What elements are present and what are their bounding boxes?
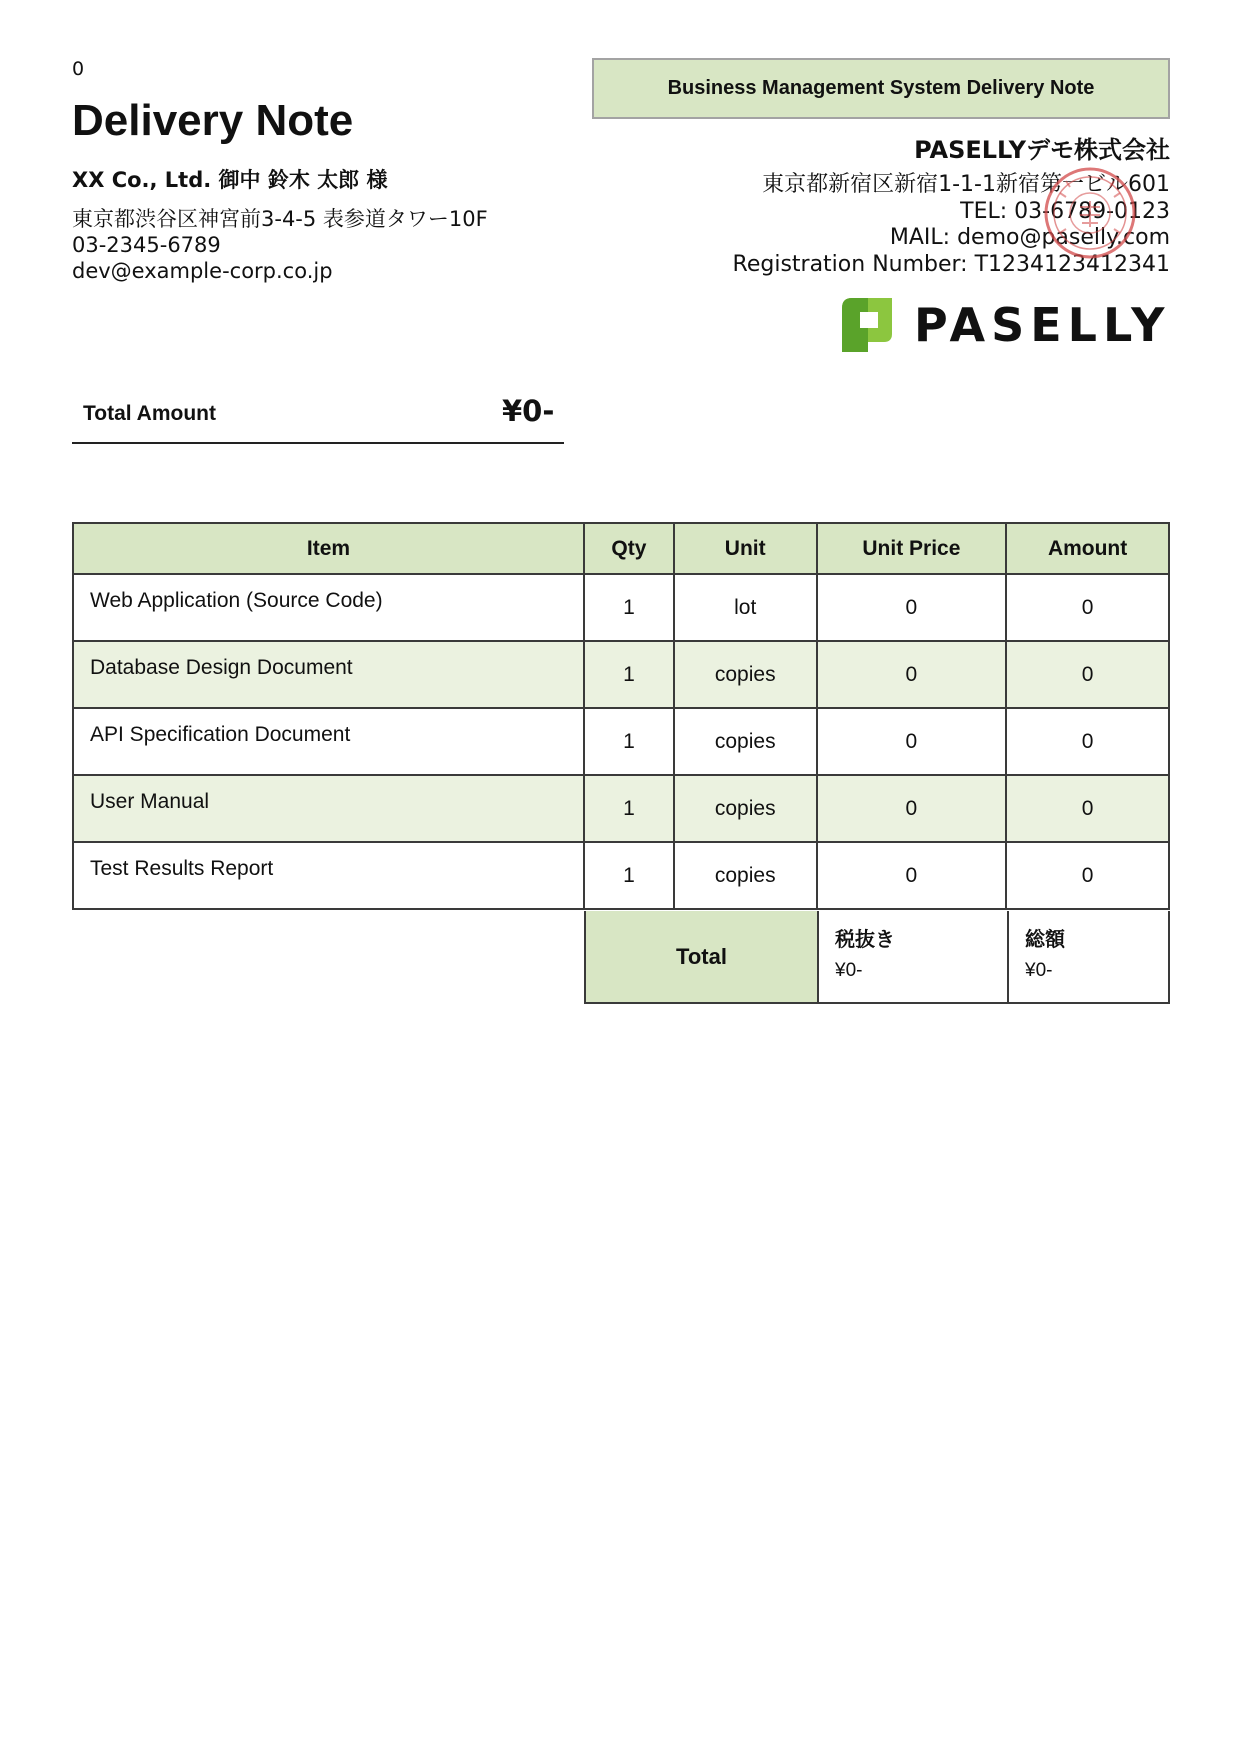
cell-qty: 1 <box>584 641 674 708</box>
issuer-registration: Registration Number: T1234123412341 <box>732 251 1170 277</box>
totals-label: Total <box>586 911 819 1002</box>
header-amount: Amount <box>1006 523 1169 574</box>
cell-unit-price: 0 <box>817 775 1007 842</box>
header-item: Item <box>73 523 584 574</box>
table-row <box>73 842 1169 909</box>
client-info <box>72 206 488 284</box>
total-amount-row <box>72 394 564 444</box>
cell-amount: 0 <box>1006 708 1169 775</box>
issuer-company-name: PASELLYデモ株式会社 <box>914 136 1170 164</box>
total-amount-value: ¥0- <box>502 394 555 428</box>
cell-qty: 1 <box>584 574 674 641</box>
cell-qty: 1 <box>584 775 674 842</box>
cell-item: Web Application (Source Code) <box>73 574 584 641</box>
cell-unit: copies <box>674 775 817 842</box>
cell-unit: copies <box>674 708 817 775</box>
totals-block <box>584 911 1170 1004</box>
cell-amount: 0 <box>1006 842 1169 909</box>
issuer-mail: MAIL: demo@paselly.com <box>889 225 1170 250</box>
table-header-row <box>73 523 1169 574</box>
cell-item: Database Design Document <box>73 641 584 708</box>
cell-unit: lot <box>674 574 817 641</box>
items-table <box>72 522 1170 910</box>
company-seal-stamp-icon <box>1040 163 1140 263</box>
table-row <box>73 775 1169 842</box>
client-phone: 03-2345-6789 <box>72 233 221 257</box>
grand-total-label: 総額 <box>1025 927 1065 951</box>
grand-total-cell <box>1009 911 1168 1002</box>
subtotal-label: 税抜き <box>835 927 895 951</box>
cell-qty: 1 <box>584 708 674 775</box>
cell-qty: 1 <box>584 842 674 909</box>
system-title-box <box>592 58 1170 119</box>
subtotal-cell <box>819 911 1009 1002</box>
subtotal-value: ¥0- <box>835 960 863 981</box>
cell-amount: 0 <box>1006 574 1169 641</box>
table-row <box>73 574 1169 641</box>
cell-item: API Specification Document <box>73 708 584 775</box>
table-row <box>73 641 1169 708</box>
grand-total-value: ¥0- <box>1025 960 1053 981</box>
client-address: 東京都渋谷区神宮前3-4-5 表参道タワー10F <box>72 207 488 231</box>
table-row <box>73 708 1169 775</box>
client-email: dev@example-corp.co.jp <box>72 259 333 283</box>
system-title: Business Management System Delivery Note <box>667 77 1095 99</box>
cell-item: User Manual <box>73 775 584 842</box>
issuer-tel: TEL: 03-6789-0123 <box>960 198 1170 224</box>
cell-unit-price: 0 <box>817 641 1007 708</box>
issuer-address: 東京都新宿区新宿1-1-1新宿第一ビル601 <box>762 172 1170 197</box>
logo-wordmark: PASELLY <box>914 298 1171 352</box>
cell-unit-price: 0 <box>817 574 1007 641</box>
cell-unit: copies <box>674 641 817 708</box>
total-amount-label: Total Amount <box>83 402 216 425</box>
header-unit-price: Unit Price <box>817 523 1007 574</box>
recipient-name: XX Co., Ltd. 御中 鈴木 太郎 様 <box>72 168 388 192</box>
page-title: Delivery Note <box>72 96 354 145</box>
paselly-leaf-logo-icon <box>838 294 896 356</box>
cell-amount: 0 <box>1006 641 1169 708</box>
cell-unit-price: 0 <box>817 708 1007 775</box>
cell-unit: copies <box>674 842 817 909</box>
cell-amount: 0 <box>1006 775 1169 842</box>
company-logo <box>838 294 1170 356</box>
document-number: 0 <box>72 58 85 80</box>
header-unit: Unit <box>674 523 817 574</box>
cell-unit-price: 0 <box>817 842 1007 909</box>
cell-item: Test Results Report <box>73 842 584 909</box>
header-qty: Qty <box>584 523 674 574</box>
